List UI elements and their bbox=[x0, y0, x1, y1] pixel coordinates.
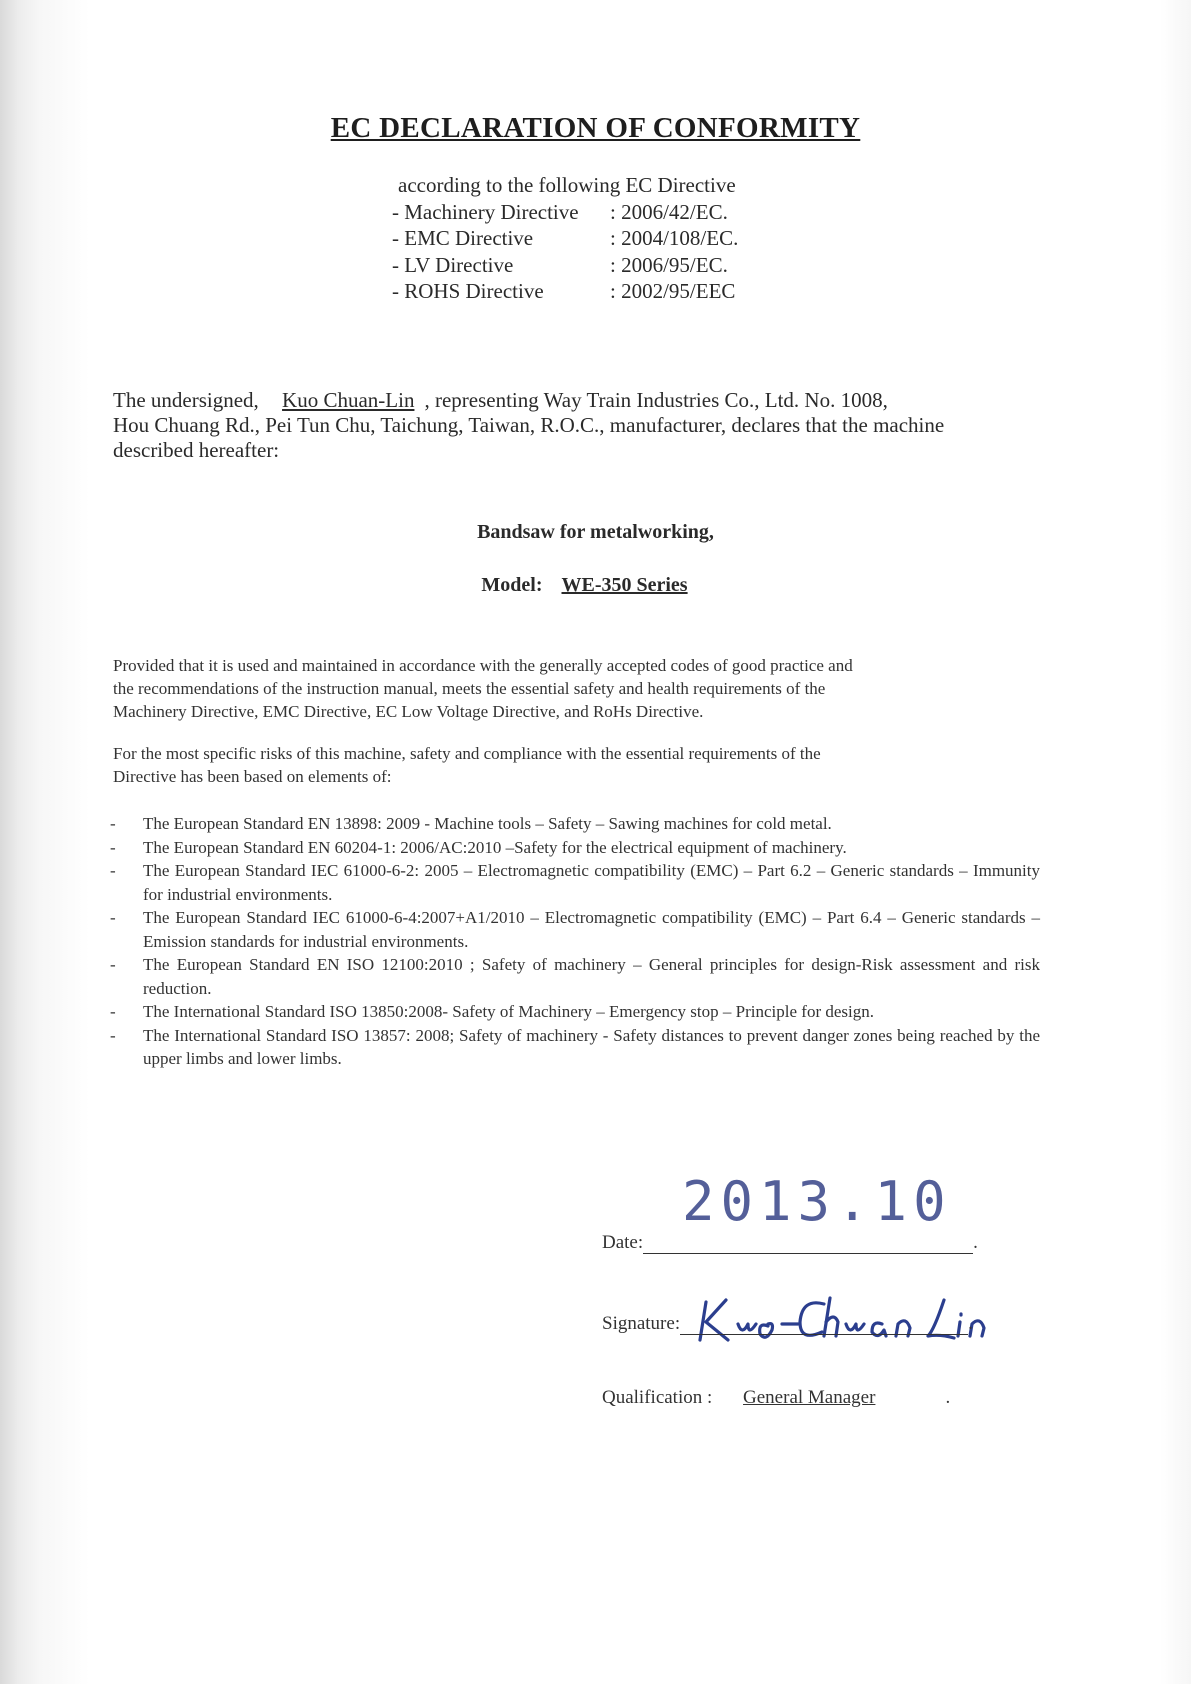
undersigned-paragraph bbox=[113, 388, 1043, 463]
directive-row bbox=[392, 199, 738, 226]
list-item bbox=[110, 1024, 1040, 1071]
bullet-dash: - bbox=[110, 814, 116, 833]
standards-list bbox=[110, 812, 1040, 1071]
standard-text: The International Standard ISO 13850:2008- Safety of Machinery – Emergency stop – Principle for design. bbox=[143, 1002, 874, 1021]
bullet-dash: - bbox=[110, 837, 116, 857]
directive-name: - Machinery Directive bbox=[392, 199, 579, 224]
qualification-line bbox=[602, 1387, 950, 1409]
bullet-dash: - bbox=[110, 955, 116, 974]
directive-value: : 2004/108/EC. bbox=[610, 226, 739, 250]
provided-line: Machinery Directive, EMC Directive, EC Low Voltage Directive, and RoHs Directive. bbox=[113, 702, 704, 721]
directive-row bbox=[392, 252, 738, 279]
bullet-dash: - bbox=[110, 1002, 116, 1021]
directive-intro: according to the following EC Directive bbox=[398, 173, 736, 197]
undersigned-name: Kuo Chuan-Lin bbox=[282, 388, 415, 412]
directive-value: : 2006/95/EC. bbox=[610, 252, 728, 277]
directive-value: : 2002/95/EEC bbox=[610, 279, 736, 303]
bullet-dash: - bbox=[110, 861, 116, 880]
machine-description: Bandsaw for metalworking, bbox=[477, 521, 714, 543]
undersigned-line-3: described hereafter: bbox=[113, 438, 280, 462]
date-stamp: 2013.10 bbox=[682, 1170, 952, 1233]
standard-text: The International Standard ISO 13857: 2008; Safety of machinery - Safety distances to prevent danger zones being reached by the upper limbs and lower limbs. bbox=[143, 1025, 1040, 1068]
directive-name: - EMC Directive bbox=[392, 226, 534, 250]
standard-text: The European Standard EN 60204-1: 2006/AC:2010 –Safety for the electrical equipment of machinery. bbox=[143, 837, 847, 857]
standard-text: The European Standard IEC 61000-6-4:2007+A1/2010 – Electromagnetic compatibility (EMC) – Part 6.4 – Generic standards – Emission standards for industrial environments. bbox=[143, 908, 1040, 951]
undersigned-line1-rest: , representing Way Train Industries Co., Ltd. No. 1008, bbox=[424, 388, 888, 412]
model-label: Model: bbox=[481, 574, 543, 596]
signature-label: Signature: bbox=[602, 1313, 681, 1334]
directive-list bbox=[392, 172, 738, 305]
provided-paragraph bbox=[113, 654, 1033, 723]
date-period: . bbox=[973, 1232, 978, 1253]
provided-line: Provided that it is used and maintained in accordance with the generally accepted codes of good practice and bbox=[113, 656, 853, 675]
undersigned-prefix: The undersigned, bbox=[113, 388, 259, 412]
date-line bbox=[602, 1232, 978, 1254]
date-label: Date: bbox=[602, 1232, 644, 1253]
risks-paragraph bbox=[113, 742, 1033, 788]
undersigned-line-1 bbox=[113, 388, 1043, 413]
standard-text: The European Standard EN 13898: 2009 - Machine tools – Safety – Sawing machines for cold metal. bbox=[143, 814, 832, 833]
risks-line: Directive has been based on elements of: bbox=[113, 767, 392, 786]
model-value: WE-350 Series bbox=[561, 574, 688, 596]
directive-row bbox=[392, 278, 738, 305]
directive-name: - ROHS Directive bbox=[392, 279, 544, 303]
list-item bbox=[110, 1000, 1040, 1024]
directive-value: : 2006/42/EC. bbox=[610, 199, 728, 224]
list-item bbox=[110, 836, 1040, 860]
standard-text: The European Standard IEC 61000-6-2: 2005 – Electromagnetic compatibility (EMC) – Part 6.2 – Generic standards – Immunity for industrial environments. bbox=[143, 861, 1040, 904]
qualification-label: Qualification : bbox=[602, 1387, 713, 1408]
bullet-dash: - bbox=[110, 1025, 116, 1045]
standard-text: The European Standard EN ISO 12100:2010 ; Safety of machinery – General principles for design-Risk assessment and risk reduction. bbox=[143, 955, 1040, 998]
list-item bbox=[110, 906, 1040, 953]
signature-line bbox=[602, 1313, 973, 1335]
list-item bbox=[110, 812, 1040, 836]
model-line bbox=[0, 574, 1191, 597]
signature-underline bbox=[680, 1334, 968, 1335]
risks-line: For the most specific risks of this machine, safety and compliance with the essential requirements of the bbox=[113, 744, 821, 763]
qualification-value: General Manager bbox=[743, 1387, 876, 1408]
document-title: EC DECLARATION OF CONFORMITY bbox=[330, 112, 861, 144]
signature-period: . bbox=[968, 1313, 973, 1334]
date-underline bbox=[643, 1253, 973, 1254]
list-item bbox=[110, 953, 1040, 1000]
bullet-dash: - bbox=[110, 908, 116, 927]
provided-line: the recommendations of the instruction manual, meets the essential safety and health requirements of the bbox=[113, 679, 826, 698]
list-item bbox=[110, 859, 1040, 906]
directive-name: - LV Directive bbox=[392, 252, 514, 277]
undersigned-line-2: Hou Chuang Rd., Pei Tun Chu, Taichung, Taiwan, R.O.C., manufacturer, declares that the machine bbox=[113, 413, 945, 437]
qualification-period: . bbox=[945, 1387, 951, 1408]
directive-row bbox=[392, 225, 738, 252]
